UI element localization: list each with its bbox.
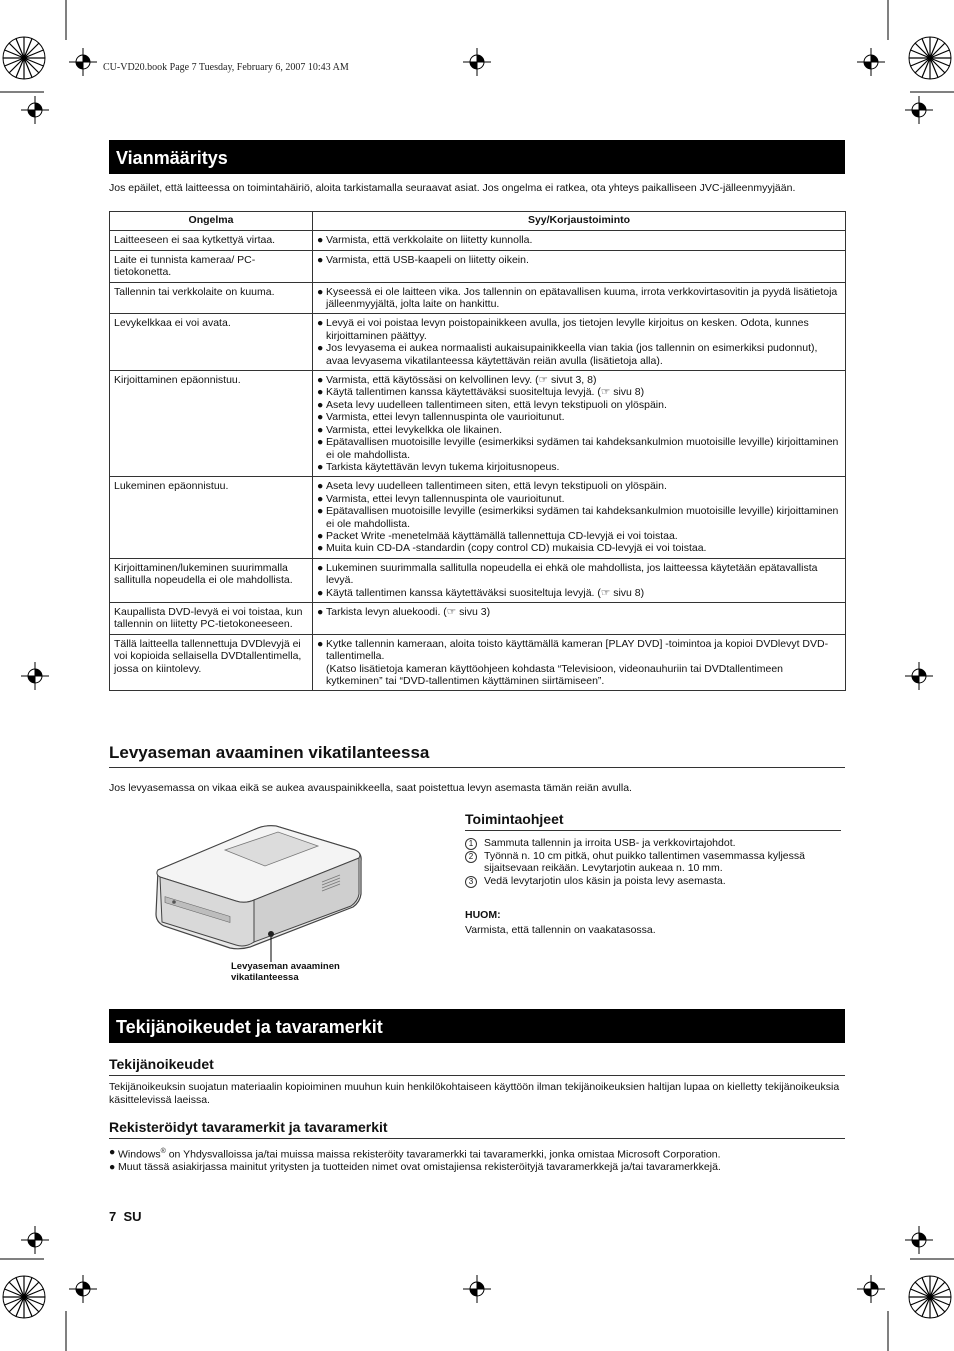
bullet-icon: ● (317, 480, 324, 493)
column-header-solution: Syy/Korjaustoiminto (313, 212, 846, 231)
solution-text: Varmista, että käytössäsi on kelvollinen levy. (☞ sivut 3, 8) (326, 374, 597, 387)
problem-cell: Laite ei tunnista kameraa/ PC-tietokonetta. (110, 250, 313, 282)
problem-cell: Kaupallista DVD-levyä ei voi toistaa, kun tallennin on liitetty PC-tietokoneeseen. (110, 602, 313, 634)
solution-cell (313, 231, 846, 250)
bullet-icon: ● (317, 460, 324, 473)
bullet-icon: ● (109, 1146, 116, 1158)
solution-item (317, 562, 841, 587)
table-row (110, 558, 846, 602)
caption-line-1: Levyaseman avaaminen (231, 961, 340, 972)
problem-cell: Lukeminen epäonnistuu. (110, 477, 313, 558)
starburst-mark-top-left (3, 37, 45, 79)
solution-cell (313, 634, 846, 691)
bullet-icon: ● (317, 411, 324, 424)
solution-item (317, 374, 841, 386)
bullet-icon: ● (317, 542, 324, 555)
table-row (110, 231, 846, 250)
solution-item (317, 234, 841, 246)
solution-text: Aseta levy uudelleen tallentimeen siten, että levyn tekstipuoli on ylöspäin. (326, 398, 667, 411)
section-heading-emergency-eject: Levyaseman avaaminen vikatilanteessa (109, 743, 845, 768)
list-item (109, 1161, 845, 1174)
solution-item (317, 542, 841, 554)
solution-text: Kytke tallennin kameraan, aloita toisto käyttämällä kameran [PLAY DVD] -toimintoa ja kopioi DVDlevyt DVD-tallentimella. (326, 637, 829, 663)
solution-cell (313, 477, 846, 558)
solution-text: Varmista, ettei levyn tallennuspinta ole vaurioitunut. (326, 492, 565, 505)
troubleshooting-table (109, 211, 846, 691)
bullet-icon: ● (109, 1161, 116, 1173)
problem-cell: Kirjoittaminen epäonnistuu. (110, 371, 313, 477)
solution-cell (313, 282, 846, 314)
solution-item (317, 411, 841, 423)
table-row (110, 634, 846, 691)
problem-cell: Levykelkkaa ei voi avata. (110, 314, 313, 371)
bullet-icon: ● (317, 586, 324, 599)
trademark-windows: Windows (118, 1148, 161, 1161)
problem-cell: Laitteeseen ei saa kytkettyä virtaa. (110, 231, 313, 250)
solution-text: Tarkista levyn aluekoodi. (☞ sivu 3) (326, 605, 491, 618)
section-banner-copyright: Tekijänoikeudet ja tavaramerkit (109, 1009, 845, 1043)
solution-cell (313, 558, 846, 602)
step-number-icon: 3 (465, 876, 477, 888)
copyright-heading: Tekijänoikeudet (109, 1056, 845, 1076)
solution-item (317, 638, 841, 663)
solution-item (317, 254, 841, 266)
problem-cell: Tallennin tai verkkolaite on kuuma. (110, 282, 313, 314)
step-text: Työnnä n. 10 cm pitkä, ohut puikko tallentimen vasemmassa kyljessä sijaitsevaan reikään. Levytarjotin aukeaa n. 10 mm. (484, 849, 805, 874)
solution-cell (313, 602, 846, 634)
bullet-icon: ● (317, 605, 324, 618)
solution-item (317, 587, 841, 599)
recorder-device-illustration (150, 822, 365, 962)
section-banner-troubleshooting: Vianmääritys (109, 140, 845, 174)
instruction-step (465, 850, 845, 875)
table-row (110, 250, 846, 282)
solution-text: Epätavallisen muotoisille levyille (esimerkiksi sydämen tai kahdeksankulmion muotoisille levyille) kirjoittaminen ei ole mahdollista. (326, 505, 839, 530)
caption-line-2: vikatilanteessa (231, 972, 299, 983)
table-header-row (110, 212, 846, 231)
column-header-problem: Ongelma (110, 212, 313, 231)
solution-text: Kyseessä ei ole laitteen vika. Jos tallennin on epätavallisen kuuma, irrota verkkovirtasovitin ja pyydä lisätietoja jälleenmyyjältä, jolta laite on hankittu. (326, 285, 838, 311)
bullet-icon: ● (317, 561, 324, 574)
solution-item (317, 530, 841, 542)
table-row (110, 371, 846, 477)
bullet-icon: ● (317, 492, 324, 505)
solution-text: Käytä tallentimen kanssa käytettäväksi suositeltuja levyjä. (☞ sivu 8) (326, 386, 645, 399)
solution-item (317, 493, 841, 505)
note-heading: HUOM: (465, 909, 501, 921)
trademarks-list (109, 1146, 845, 1174)
trademarks-heading: Rekisteröidyt tavaramerkit ja tavaramerkit (109, 1119, 845, 1139)
bullet-icon: ● (317, 234, 324, 247)
table-row (110, 314, 846, 371)
table-row (110, 282, 846, 314)
instructions-heading: Toimintaohjeet (465, 811, 841, 831)
solution-cell (313, 371, 846, 477)
solution-item (317, 480, 841, 492)
solution-item (317, 317, 841, 342)
solution-item (317, 461, 841, 473)
print-header-info: CU-VD20.book Page 7 Tuesday, February 6, 2007 10:43 AM (103, 62, 349, 73)
bullet-icon: ● (317, 398, 324, 411)
trademark-other: Muut tässä asiakirjassa mainitut yritysten ja tuotteiden nimet ovat omistajiensa rekisteröityjä tavaramerkkejä ja/tai tavaramerkkejä. (118, 1161, 721, 1173)
solution-text: Jos levyasema ei aukea normaalisti aukaisupainikkeella vian takia (jos tallennin on esimerkiksi pudonnut), avaa levyasema vikatilanteessa käytettävän reiän avulla (lisätietoja alla). (326, 342, 818, 367)
eject-hole-caption (231, 961, 340, 983)
solution-text: Aseta levy uudelleen tallentimeen siten, että levyn tekstipuoli on ylöspäin. (326, 480, 667, 493)
bullet-icon: ● (317, 374, 324, 387)
bullet-icon: ● (317, 285, 324, 298)
solution-text: Levyä ei voi poistaa levyn poistopainikkeen avulla, jos tietojen levylle kirjoitus on kesken. Odota, kunnes kirjoittaminen päättyy. (326, 317, 809, 342)
bullet-icon: ● (317, 386, 324, 399)
bullet-icon: ● (317, 253, 324, 266)
troubleshooting-intro: Jos epäilet, että laitteessa on toimintahäiriö, aloita tarkistamalla seuraavat asiat. Jos ongelma ei ratkea, ota yhteys paikalliseen JVC-jälleenmyyjään. (109, 182, 796, 194)
table-row (110, 602, 846, 634)
table-row (110, 477, 846, 558)
bullet-icon: ● (317, 505, 324, 518)
bullet-icon: ● (317, 342, 324, 355)
solution-item (317, 342, 841, 367)
page-number (109, 1209, 142, 1224)
problem-cell: Tällä laitteella tallennettuja DVDlevyjä ei voi kopioida sellaisella DVDtallentimella, jossa on kiintolevy. (110, 634, 313, 691)
solution-item (317, 424, 841, 436)
bullet-icon: ● (317, 436, 324, 449)
step-text: Vedä levytarjotin ulos käsin ja poista levy asemasta. (484, 874, 726, 887)
solution-item (317, 606, 841, 618)
starburst-mark-top-right (909, 37, 951, 79)
solution-item (317, 436, 841, 461)
solution-item (317, 399, 841, 411)
solution-item (317, 286, 841, 311)
solution-text: Varmista, ettei levyn tallennuspinta ole vaurioitunut. (326, 411, 565, 424)
solution-text: Muita kuin CD-DA -standardin (copy control CD) mukaisia CD-levyjä ei voi toistaa. (326, 542, 707, 555)
page-language: SU (123, 1209, 142, 1224)
instruction-steps (465, 837, 845, 887)
solution-item (317, 505, 841, 530)
bullet-icon: ● (317, 317, 324, 330)
solution-text: Varmista, ettei levykelkka ole likainen. (326, 423, 503, 436)
solution-text: Epätavallisen muotoisille levyille (esimerkiksi sydämen tai kahdeksankulmion muotoisille levyille) kirjoittaminen ei ole mahdollista. (326, 436, 839, 461)
note-text: Varmista, että tallennin on vaakatasossa. (465, 924, 656, 936)
bullet-icon: ● (317, 529, 324, 542)
trademark-windows-desc: on Yhdysvalloissa ja/tai muissa maissa rekisteröity tavaramerkki tai tavaramerkki, jonka omistaa Microsoft Corporation. (165, 1148, 721, 1161)
copyright-text: Tekijänoikeuksin suojatun materiaalin kopioiminen muuhun kuin henkilökohtaiseen käyttöön ilman tekijänoikeuksien haltijan lupaa on kielletty tekijänoikeuksia käsittelevissä laeissa. (109, 1081, 840, 1106)
list-item (109, 1146, 845, 1161)
bullet-icon: ● (317, 423, 324, 436)
solution-cell (313, 250, 846, 282)
page-number-value: 7 (109, 1209, 117, 1224)
bullet-icon: ● (317, 637, 324, 650)
solution-text: Varmista, että verkkolaite on liitetty kunnolla. (326, 234, 533, 247)
solution-text: Varmista, että USB-kaapeli on liitetty oikein. (326, 253, 529, 266)
step-number-icon: 1 (465, 838, 477, 850)
solution-note: (Katso lisätietoja kameran käyttöohjeen kohdasta “Televisioon, videonauhuriin tai DVDtallentimeen kytkeminen” tai “DVD-tallentimen käyttäminen siirtämiseen”. (326, 662, 784, 687)
registered-mark: ® (160, 1148, 166, 1155)
solution-cell (313, 314, 846, 371)
solution-text: Tarkista käytettävän levyn tukema kirjoitusnopeus. (326, 460, 560, 473)
emergency-eject-intro: Jos levyasemassa on vikaa eikä se aukea avauspainikkeella, saat poistettua levyn asemasta tämän reiän avulla. (109, 782, 632, 794)
instruction-step (465, 875, 845, 888)
starburst-mark-bottom-left (3, 1276, 45, 1318)
solution-text: Packet Write -menetelmää käyttämällä tallennettuja CD-levyjä ei voi toistaa. (326, 529, 678, 542)
instruction-step (465, 837, 845, 850)
step-number-icon: 2 (465, 851, 477, 863)
problem-cell: Kirjoittaminen/lukeminen suurimmalla sallitulla nopeudella ei ole mahdollista. (110, 558, 313, 602)
solution-text: Lukeminen suurimmalla sallitulla nopeudella ei ehkä ole mahdollista, jos laitteessa käytetään epätavallista levyä. (326, 561, 818, 587)
step-text: Sammuta tallennin ja irroita USB- ja verkkovirtajohdot. (484, 837, 736, 849)
starburst-mark-bottom-right (909, 1276, 951, 1318)
solution-item (317, 386, 841, 398)
solution-text: Käytä tallentimen kanssa käytettäväksi suositeltuja levyjä. (☞ sivu 8) (326, 586, 645, 599)
